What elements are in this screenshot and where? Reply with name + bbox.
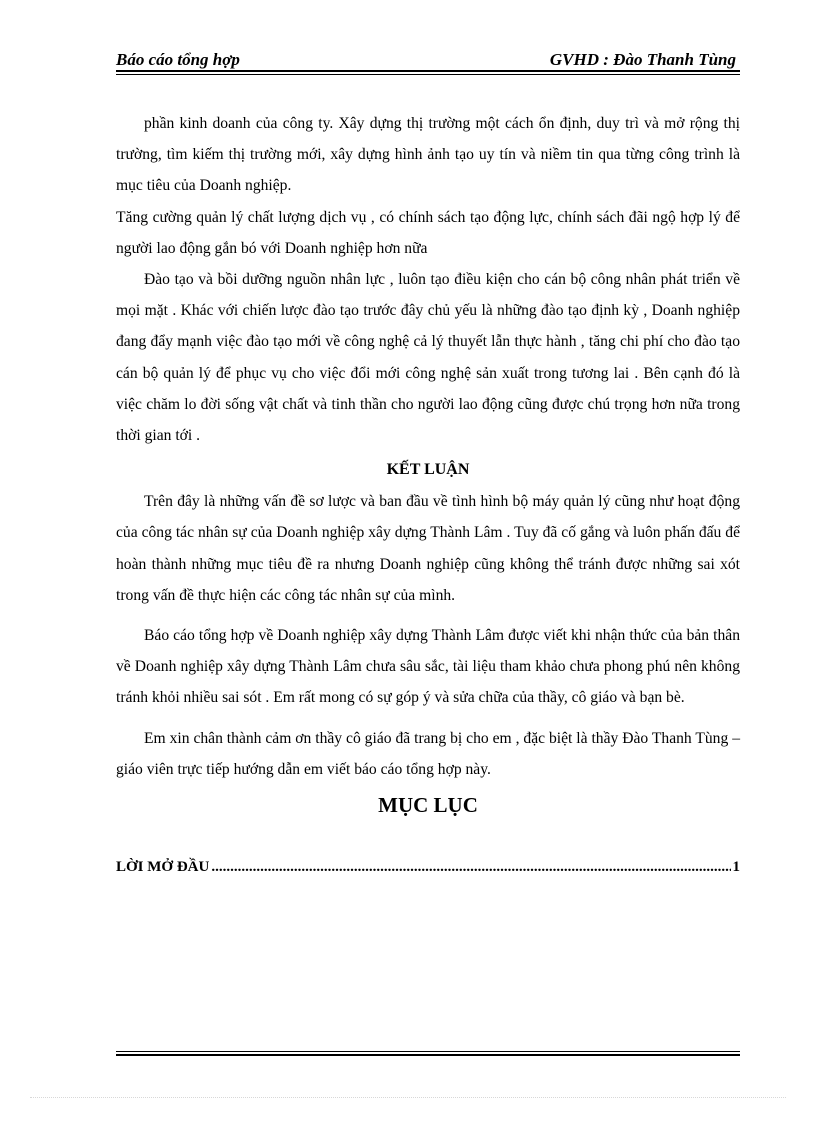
toc-entry-label: LỜI MỞ ĐẦU	[116, 859, 210, 876]
toc-leader-dots	[211, 855, 730, 879]
header-rule	[116, 70, 740, 72]
footer-rule	[116, 1051, 740, 1052]
paragraph-business: phần kinh doanh của công ty. Xây dựng thị trường một cách ổn định, duy trì và mở rộng thị trường, tìm kiếm thị trường mới, xây dựng hình ảnh tạo uy tín và niềm tin qua từng công trình là mục tiêu của Doanh nghiệp.	[116, 115, 740, 195]
page-edge-divider	[30, 1097, 786, 1098]
page-footer	[116, 1051, 740, 1056]
paragraph-conclusion-2: Báo cáo tổng hợp về Doanh nghiệp xây dựng Thành Lâm được viết khi nhận thức của bản thân về Doanh nghiệp xây dựng Thành Lâm chưa sâu sắc, tài liệu tham khảo chưa phong phú nên không tránh khỏi nhiều sai sót . Em rất mong có sự góp ý và sửa chữa của thầy, cô giáo và bạn bè.	[116, 627, 740, 707]
header-advisor: GVHD : Đào Thanh Tùng	[549, 50, 736, 69]
paragraph-thanks: Em xin chân thành cảm ơn thầy cô giáo đã trang bị cho em , đặc biệt là thầy Đào Thanh Tùng – giáo viên trực tiếp hướng dẫn em viết báo cáo tổng hợp này.	[116, 729, 740, 778]
page-header	[116, 44, 740, 74]
paragraph-training: Đào tạo và bồi dưỡng nguồn nhân lực , luôn tạo điều kiện cho cán bộ công nhân phát triển về mọi mặt . Khác với chiến lược đào tạo trước đây chủ yếu là những đào tạo định kỳ , Doanh nghiệp đang đẩy mạnh việc đào tạo mới về công nghệ cả lý thuyết lẫn thực hành , tăng chi phí cho đào tạo cán bộ quản lý để phục vụ cho việc đổi mới công nghệ sản xuất trong tương lai . Bên cạnh đó là việc chăm lo đời sống vật chất và tinh thần cho người lao động cũng được chú trọng hơn nữa trong thời gian tới .	[116, 271, 740, 445]
footer-rule-secondary	[116, 1054, 740, 1056]
document-body	[116, 108, 740, 879]
heading-conclusion: KẾT LUẬN	[386, 461, 470, 479]
header-rule-secondary	[116, 74, 740, 75]
toc-entry[interactable]	[116, 855, 740, 879]
heading-table-of-contents: MỤC LỤC	[378, 793, 478, 818]
header-title: Báo cáo tổng hợp	[116, 50, 240, 69]
toc-entry-page: 1	[732, 859, 740, 876]
paragraph-conclusion-1: Trên đây là những vấn đề sơ lược và ban đầu về tình hình bộ máy quản lý cũng như hoạt động của công tác nhân sự của Doanh nghiệp xây dựng Thành Lâm . Tuy đã cố gắng và luôn phấn đấu để hoàn thành những mục tiêu đề ra nhưng Doanh nghiệp cũng không thể tránh được những sai xót trong vấn đề thực hiện các công tác nhân sự của mình.	[116, 493, 740, 604]
paragraph-service-quality: Tăng cường quản lý chất lượng dịch vụ , có chính sách tạo động lực, chính sách đãi ngộ hợp lý để người lao động gắn bó với Doanh nghiệp hơn nữa	[116, 208, 740, 257]
